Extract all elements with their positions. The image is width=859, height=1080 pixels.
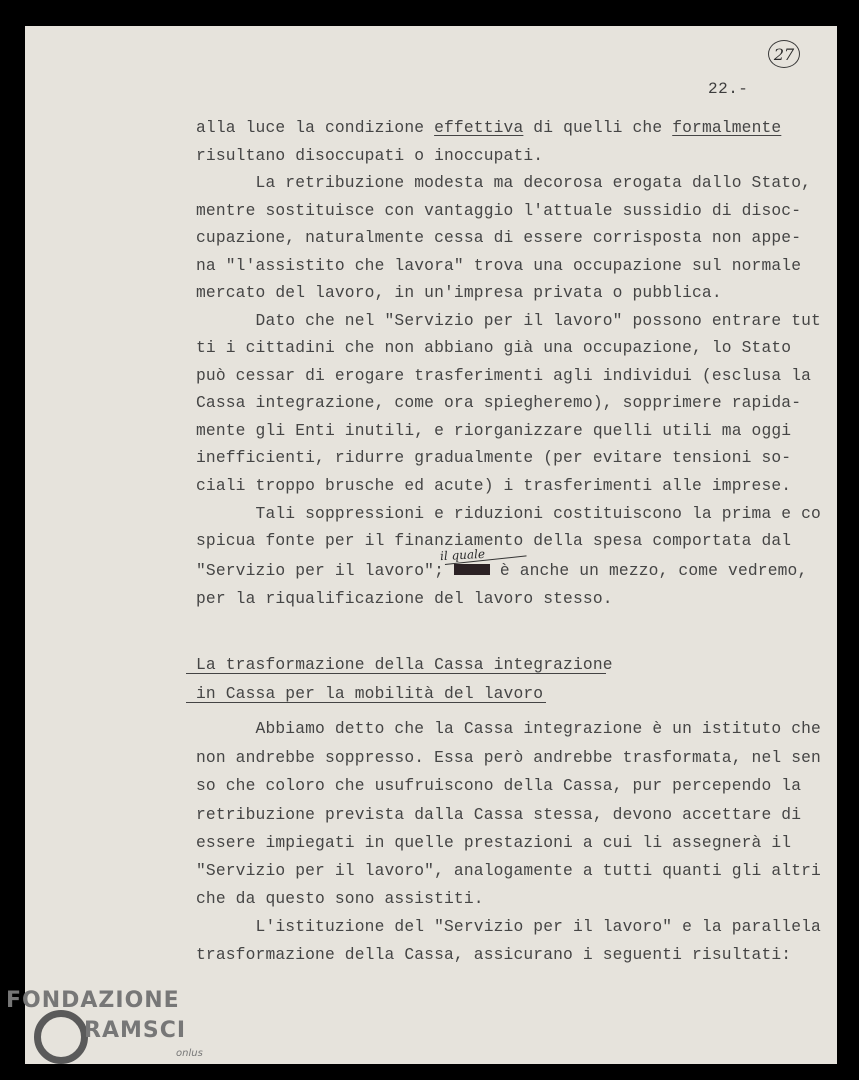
text-line: retribuzione prevista dalla Cassa stessa, devono accettare di — [196, 805, 802, 824]
text-line: può cessar di erogare trasferimenti agli individui (esclusa la — [196, 366, 812, 385]
section-heading-line-1: La trasformazione della Cassa integrazione — [196, 655, 613, 674]
text-line: trasformazione della Cassa, assicurano i seguenti risultati: — [196, 945, 792, 964]
archive-page-stamp: 27 — [768, 40, 800, 68]
text-line: cupazione, naturalmente cessa di essere corrisposta non appe- — [196, 228, 802, 247]
underlined-word: effettiva — [434, 118, 524, 137]
text-line: "Servizio per il lavoro"; è anche un mezzo, come vedremo, — [196, 561, 808, 580]
text-line: ciali troppo brusche ed acute) i trasferimenti alle imprese. — [196, 476, 792, 495]
text-line: mentre sostituisce con vantaggio l'attuale sussidio di disoc- — [196, 201, 802, 220]
text-line: ti i cittadini che non abbiano già una occupazione, lo Stato — [196, 338, 792, 357]
paragraph-1-line-1: alla luce la condizione effettiva di quelli che formalmente — [196, 118, 782, 137]
text-line: non andrebbe soppresso. Essa però andrebbe trasformata, nel sen — [196, 748, 821, 767]
text-line: Cassa integrazione, come ora spiegheremo), sopprimere rapida- — [196, 393, 802, 412]
page-number: 22.- — [708, 80, 749, 98]
watermark-fondazione: FONDAZIONE — [6, 988, 180, 1013]
text-line: per la riqualificazione del lavoro stesso. — [196, 589, 613, 608]
text-line: Tali soppressioni e riduzioni costituiscono la prima e co — [196, 504, 821, 523]
text-line: che da questo sono assistiti. — [196, 889, 484, 908]
text-line: Abbiamo detto che la Cassa integrazione è un istituto che — [196, 719, 821, 738]
paragraph-1-line-2: risultano disoccupati o inoccupati. — [196, 146, 544, 165]
watermark-g-logo-icon — [34, 1010, 88, 1064]
watermark-onlus: onlus — [176, 1048, 203, 1059]
text-line: spicua fonte per il finanziamento della spesa comportata dal — [196, 531, 792, 550]
text-line: mercato del lavoro, in un'impresa privata o pubblica. — [196, 283, 722, 302]
watermark-gramsci: RAMSCI — [84, 1018, 187, 1043]
handwritten-annotation: il quale — [439, 546, 486, 564]
text-line: "Servizio per il lavoro", analogamente a tutti quanti gli altri — [196, 861, 821, 880]
text-line: inefficienti, ridurre gradualmente (per evitare tensioni so- — [196, 448, 792, 467]
section-heading-line-2: in Cassa per la mobilità del lavoro — [196, 684, 544, 703]
text-line: L'istituzione del "Servizio per il lavoro" e la parallela — [196, 917, 821, 936]
text-line: essere impiegati in quelle prestazioni a cui li assegnerà il — [196, 833, 792, 852]
text-line: La retribuzione modesta ma decorosa erogata dallo Stato, — [196, 173, 812, 192]
redaction-mark — [454, 564, 490, 575]
text-line: Dato che nel "Servizio per il lavoro" possono entrare tut — [196, 311, 821, 330]
heading-underline — [186, 702, 546, 703]
underlined-word: formalmente — [672, 118, 782, 137]
text-line: mente gli Enti inutili, e riorganizzare quelli utili ma oggi — [196, 421, 792, 440]
heading-underline — [186, 673, 606, 674]
text-line: so che coloro che usufruiscono della Cassa, pur percependo la — [196, 776, 802, 795]
text-line: na "l'assistito che lavora" trova una occupazione sul normale — [196, 256, 802, 275]
